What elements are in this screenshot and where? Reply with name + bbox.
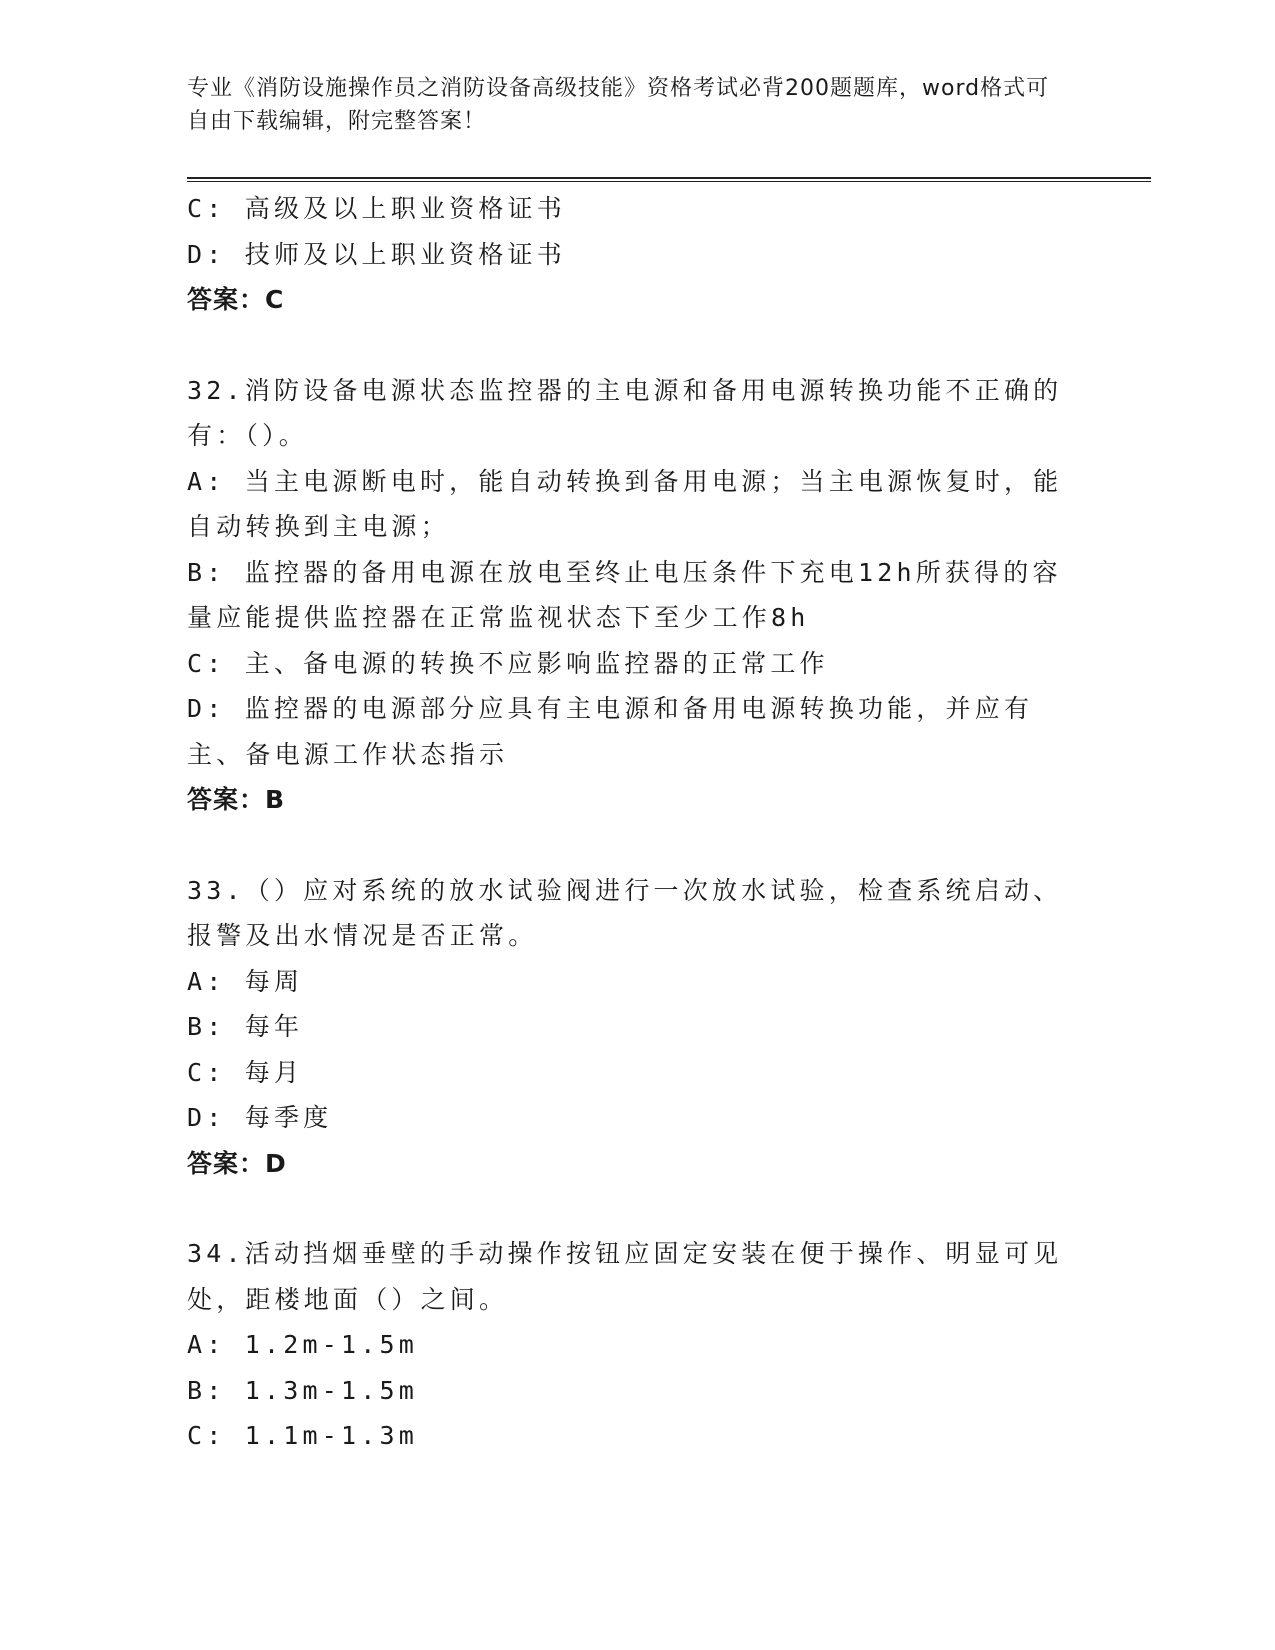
option-a: A: 每周 bbox=[187, 966, 304, 996]
option-c: C: 每月 bbox=[187, 1057, 304, 1087]
question-item bbox=[187, 868, 1087, 1187]
question-text: 32.消防设备电源状态监控器的主电源和备用电源转换功能不正确的有：（）。 bbox=[187, 375, 1063, 450]
question-list bbox=[187, 186, 1087, 1459]
option-c: C: 主、备电源的转换不应影响监控器的正常工作 bbox=[187, 648, 829, 678]
option-b: B: 每年 bbox=[187, 1012, 304, 1041]
option-d: D: 监控器的电源部分应具有主电源和备用电源转换功能，并应有主、备电源工作状态指示 bbox=[187, 694, 1034, 769]
option-a: A: 1.2m-1.5m bbox=[187, 1330, 419, 1359]
question-item bbox=[187, 368, 1087, 823]
option-c: C: 高级及以上职业资格证书 bbox=[187, 194, 566, 223]
answer-text: 答案：D bbox=[187, 1148, 287, 1178]
question-item bbox=[187, 1231, 1087, 1459]
question-text: 34.活动挡烟垂壁的手动操作按钮应固定安装在便于操作、明显可见处，距楼地面（）之间。 bbox=[187, 1239, 1063, 1314]
answer-text: 答案：C bbox=[187, 285, 285, 314]
spacer bbox=[187, 323, 1087, 368]
header-divider bbox=[187, 177, 1151, 182]
answer-text: 答案：B bbox=[187, 785, 286, 814]
option-b: B: 1.3m-1.5m bbox=[187, 1375, 419, 1405]
question-fragment bbox=[187, 186, 1087, 323]
option-a: A: 当主电源断电时，能自动转换到备用电源；当主电源恢复时，能自动转换到主电源； bbox=[187, 466, 1063, 541]
document-header: 专业《消防设施操作员之消防设备高级技能》资格考试必背200题题库，word格式可自由下载编辑，附完整答案！ bbox=[187, 76, 1050, 134]
spacer bbox=[187, 823, 1087, 868]
option-b: B: 监控器的备用电源在放电至终止电压条件下充电12h所获得的容量应能提供监控器在正常监视状态下至少工作8h bbox=[187, 557, 1062, 632]
spacer bbox=[187, 1186, 1087, 1231]
option-c: C: 1.1m-1.3m bbox=[187, 1421, 419, 1450]
question-text: 33.（）应对系统的放水试验阀进行一次放水试验，检查系统启动、报警及出水情况是否正常。 bbox=[187, 875, 1063, 950]
option-d: D: 技师及以上职业资格证书 bbox=[187, 239, 566, 269]
option-d: D: 每季度 bbox=[187, 1103, 333, 1132]
